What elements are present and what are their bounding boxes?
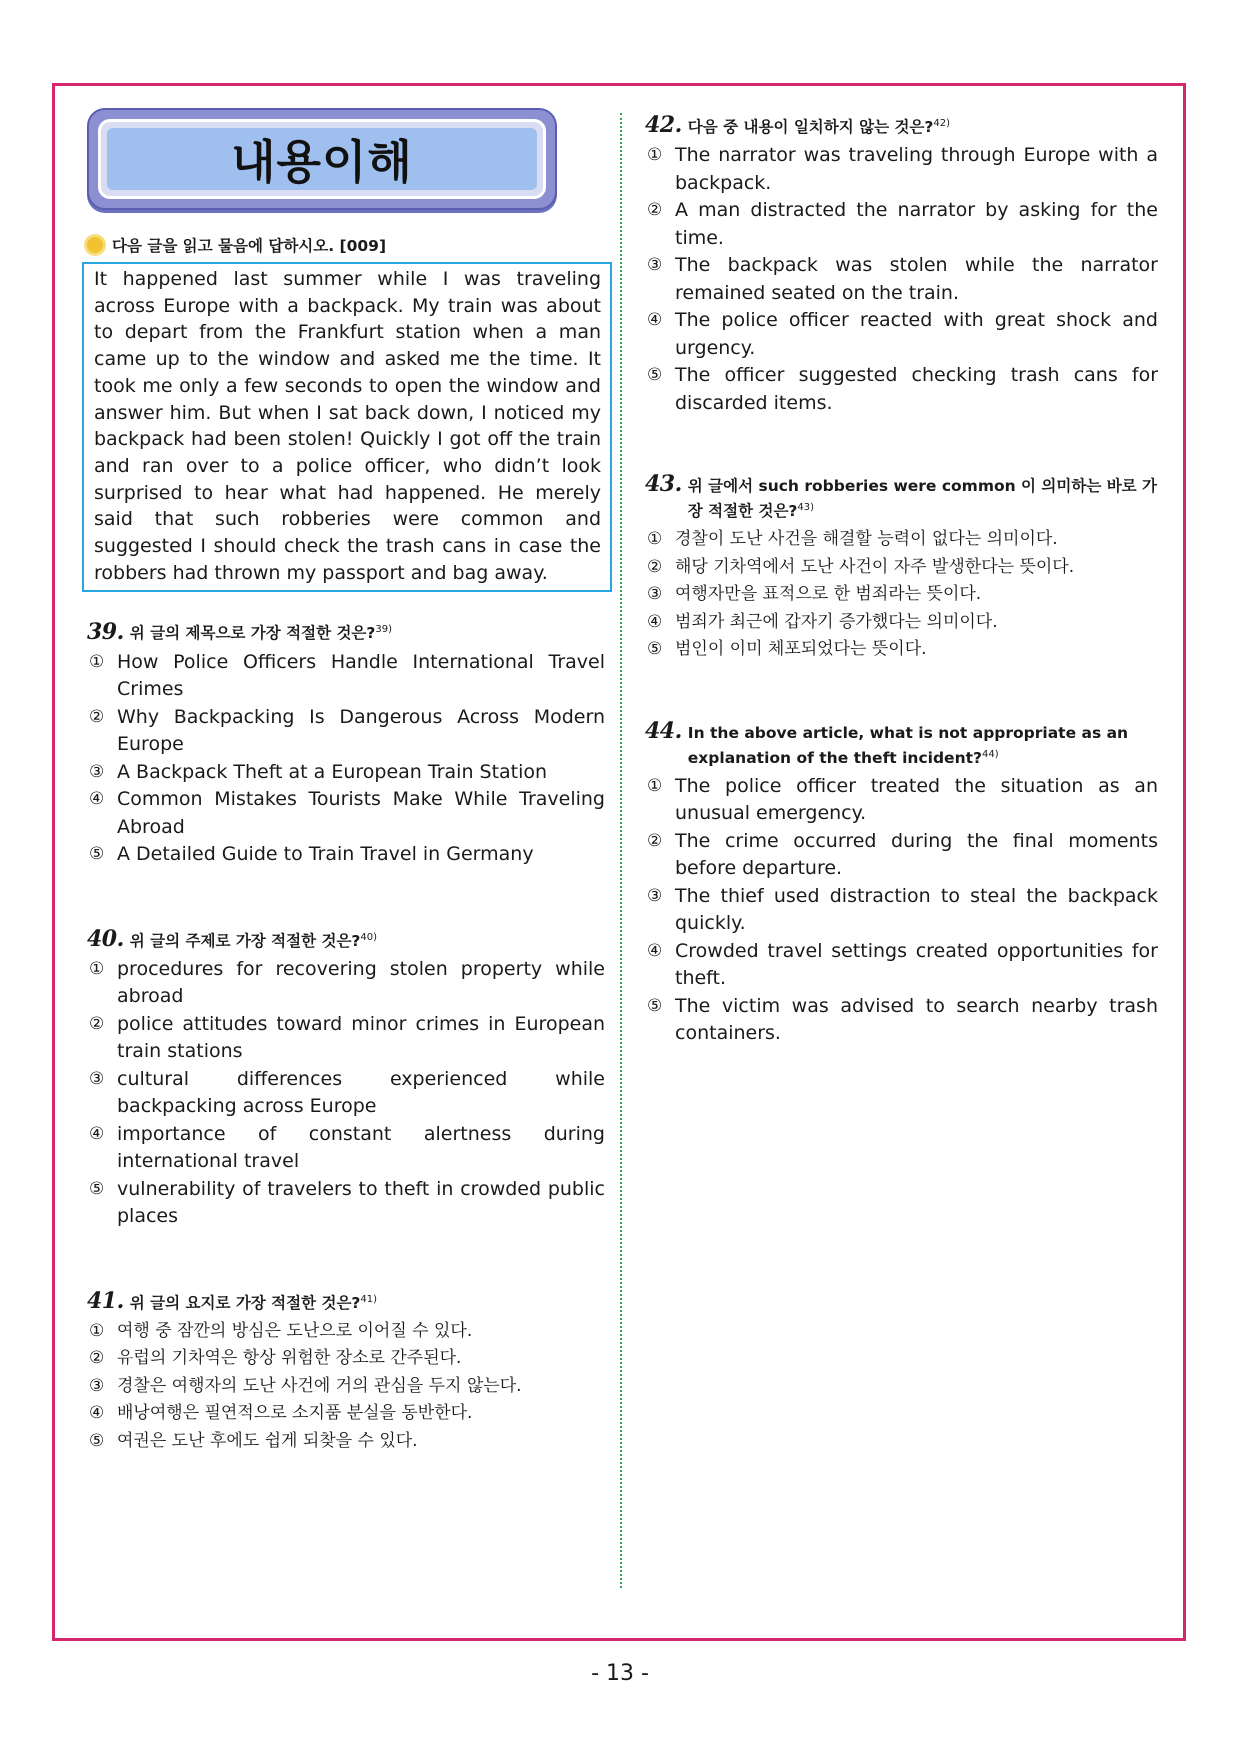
option[interactable]: ③ The backpack was stolen while the narrator remained seated on the train. — [647, 254, 1158, 304]
option[interactable]: ② 해당 기차역에서 도난 사건이 자주 발생한다는 뜻이다. — [647, 556, 1075, 577]
question-text: In the above article, what is not appropriate as an explanation of the theft incident? — [687, 723, 1129, 767]
option[interactable]: ⑤ A Detailed Guide to Train Travel in Germany — [89, 843, 534, 866]
question-text: 위 글의 요지로 가장 적절한 것은? — [129, 1293, 361, 1312]
footnote-ref: 41) — [360, 1293, 378, 1305]
reading-passage: It happened last summer while I was traveling across Europe with a backpack. My train was about to depart from the Frankfurt station when a man came up to the window and asked me the time. It took me only a few seconds to open the window and answer him. But when I sat back down, I noticed my backpack had been stolen! Quickly I got off the train and ran over to a police officer, who didn’t look surprised to hear what had happened. He merely said that such robberies were common and suggested I should check the trash cans in case the robbers had thrown my passport and bag away. — [82, 262, 612, 592]
footnote-ref: 42) — [933, 118, 951, 129]
options — [87, 1318, 605, 1456]
question-text: 위 글의 주제로 가장 적절한 것은? — [129, 931, 361, 950]
section-title-box — [87, 108, 557, 210]
question-number: 43 . — [645, 473, 682, 495]
option[interactable]: ① 경찰이 도난 사건을 해결할 능력이 없다는 의미이다. — [647, 529, 1058, 550]
option[interactable]: ① The narrator was traveling through Europe with a backpack. — [647, 144, 1158, 194]
option[interactable]: ④ Common Mistakes Tourists Make While Traveling Abroad — [89, 788, 605, 838]
question-39 — [87, 619, 605, 868]
option[interactable]: ② police attitudes toward minor crimes in European train stations — [89, 1012, 605, 1063]
footnote-ref: 39) — [375, 624, 393, 636]
option[interactable]: ④ 배낭여행은 필연적으로 소지품 분실을 동반한다. — [89, 1403, 473, 1424]
question-text: 위 글의 제목으로 가장 적절한 것은? — [129, 624, 376, 643]
instruction-text: 다음 글을 읽고 물음에 답하시오. [009] — [112, 237, 387, 255]
option[interactable]: ② 유럽의 기차역은 항상 위험한 장소로 간주된다. — [89, 1348, 462, 1369]
question-44 — [645, 717, 1158, 1048]
options — [87, 649, 605, 869]
option[interactable]: ⑤ The officer suggested checking trash cans for discarded items. — [647, 364, 1158, 414]
option[interactable]: ⑤ 범인이 이미 체포되었다는 뜻이다. — [647, 639, 927, 660]
flower-icon — [87, 237, 103, 253]
question-42 — [645, 113, 1158, 417]
option[interactable]: ③ 경찰은 여행자의 도난 사건에 거의 관심을 두지 않는다. — [89, 1375, 522, 1396]
option[interactable]: ③ A Backpack Theft at a European Train Station — [89, 760, 548, 783]
option[interactable]: ② The crime occurred during the final moments before departure. — [647, 829, 1158, 880]
question-number: 42 . — [645, 114, 682, 136]
question-43 — [645, 473, 1158, 664]
question-41 — [87, 1289, 605, 1456]
footnote-ref: 40) — [360, 931, 378, 943]
question-text: 위 글에서 such robberies were common 이 의미하는 바로 가장 적절한 것은? — [687, 477, 1158, 521]
option[interactable]: ⑤ vulnerability of travelers to theft in crowded public places — [89, 1177, 605, 1228]
question-number: 40 . — [87, 928, 124, 950]
option[interactable]: ⑤ 여권은 도난 후에도 쉽게 되찾을 수 있다. — [89, 1430, 418, 1451]
option[interactable]: ④ 범죄가 최근에 갑자기 증가했다는 의미이다. — [647, 611, 998, 632]
option[interactable]: ① 여행 중 잠깐의 방심은 도난으로 이어질 수 있다. — [89, 1320, 473, 1341]
footnote-ref: 43) — [797, 502, 815, 514]
option[interactable]: ③ The thief used distraction to steal the backpack quickly. — [647, 884, 1158, 935]
option[interactable]: ④ importance of constant alertness during international travel — [89, 1122, 605, 1173]
option[interactable]: ④ The police officer reacted with great shock and urgency. — [647, 309, 1158, 359]
question-40 — [87, 927, 605, 1231]
option[interactable]: ③ cultural differences experienced while backpacking across Europe — [89, 1067, 605, 1118]
options — [645, 142, 1158, 417]
option[interactable]: ② A man distracted the narrator by asking for the time. — [647, 199, 1158, 249]
question-number: 39 . — [87, 621, 124, 643]
section-title: 내용이해 — [231, 135, 413, 189]
options — [87, 956, 605, 1231]
option[interactable]: ⑤ The victim was advised to search nearby trash containers. — [647, 994, 1158, 1045]
left-column — [87, 108, 605, 1455]
page-number: - 13 - — [591, 1661, 649, 1686]
options — [645, 773, 1158, 1048]
option[interactable]: ① How Police Officers Handle International Travel Crimes — [89, 650, 605, 701]
question-number: 41 . — [87, 1290, 124, 1312]
option[interactable]: ④ Crowded travel settings created opportunities for theft. — [647, 939, 1158, 990]
footnote-ref: 44) — [982, 748, 999, 760]
question-text: 다음 중 내용이 일치하지 않는 것은? — [687, 118, 934, 137]
option[interactable]: ③ 여행자만을 표적으로 한 범죄라는 뜻이다. — [647, 584, 982, 605]
options — [645, 526, 1158, 664]
option[interactable]: ② Why Backpacking Is Dangerous Across Modern Europe — [89, 705, 605, 756]
question-number: 44 . — [645, 720, 682, 742]
column-divider — [620, 113, 622, 1588]
right-column — [645, 113, 1158, 1048]
option[interactable]: ① The police officer treated the situation as an unusual emergency. — [647, 774, 1158, 825]
option[interactable]: ① procedures for recovering stolen property while abroad — [89, 957, 605, 1008]
instruction — [87, 234, 605, 256]
